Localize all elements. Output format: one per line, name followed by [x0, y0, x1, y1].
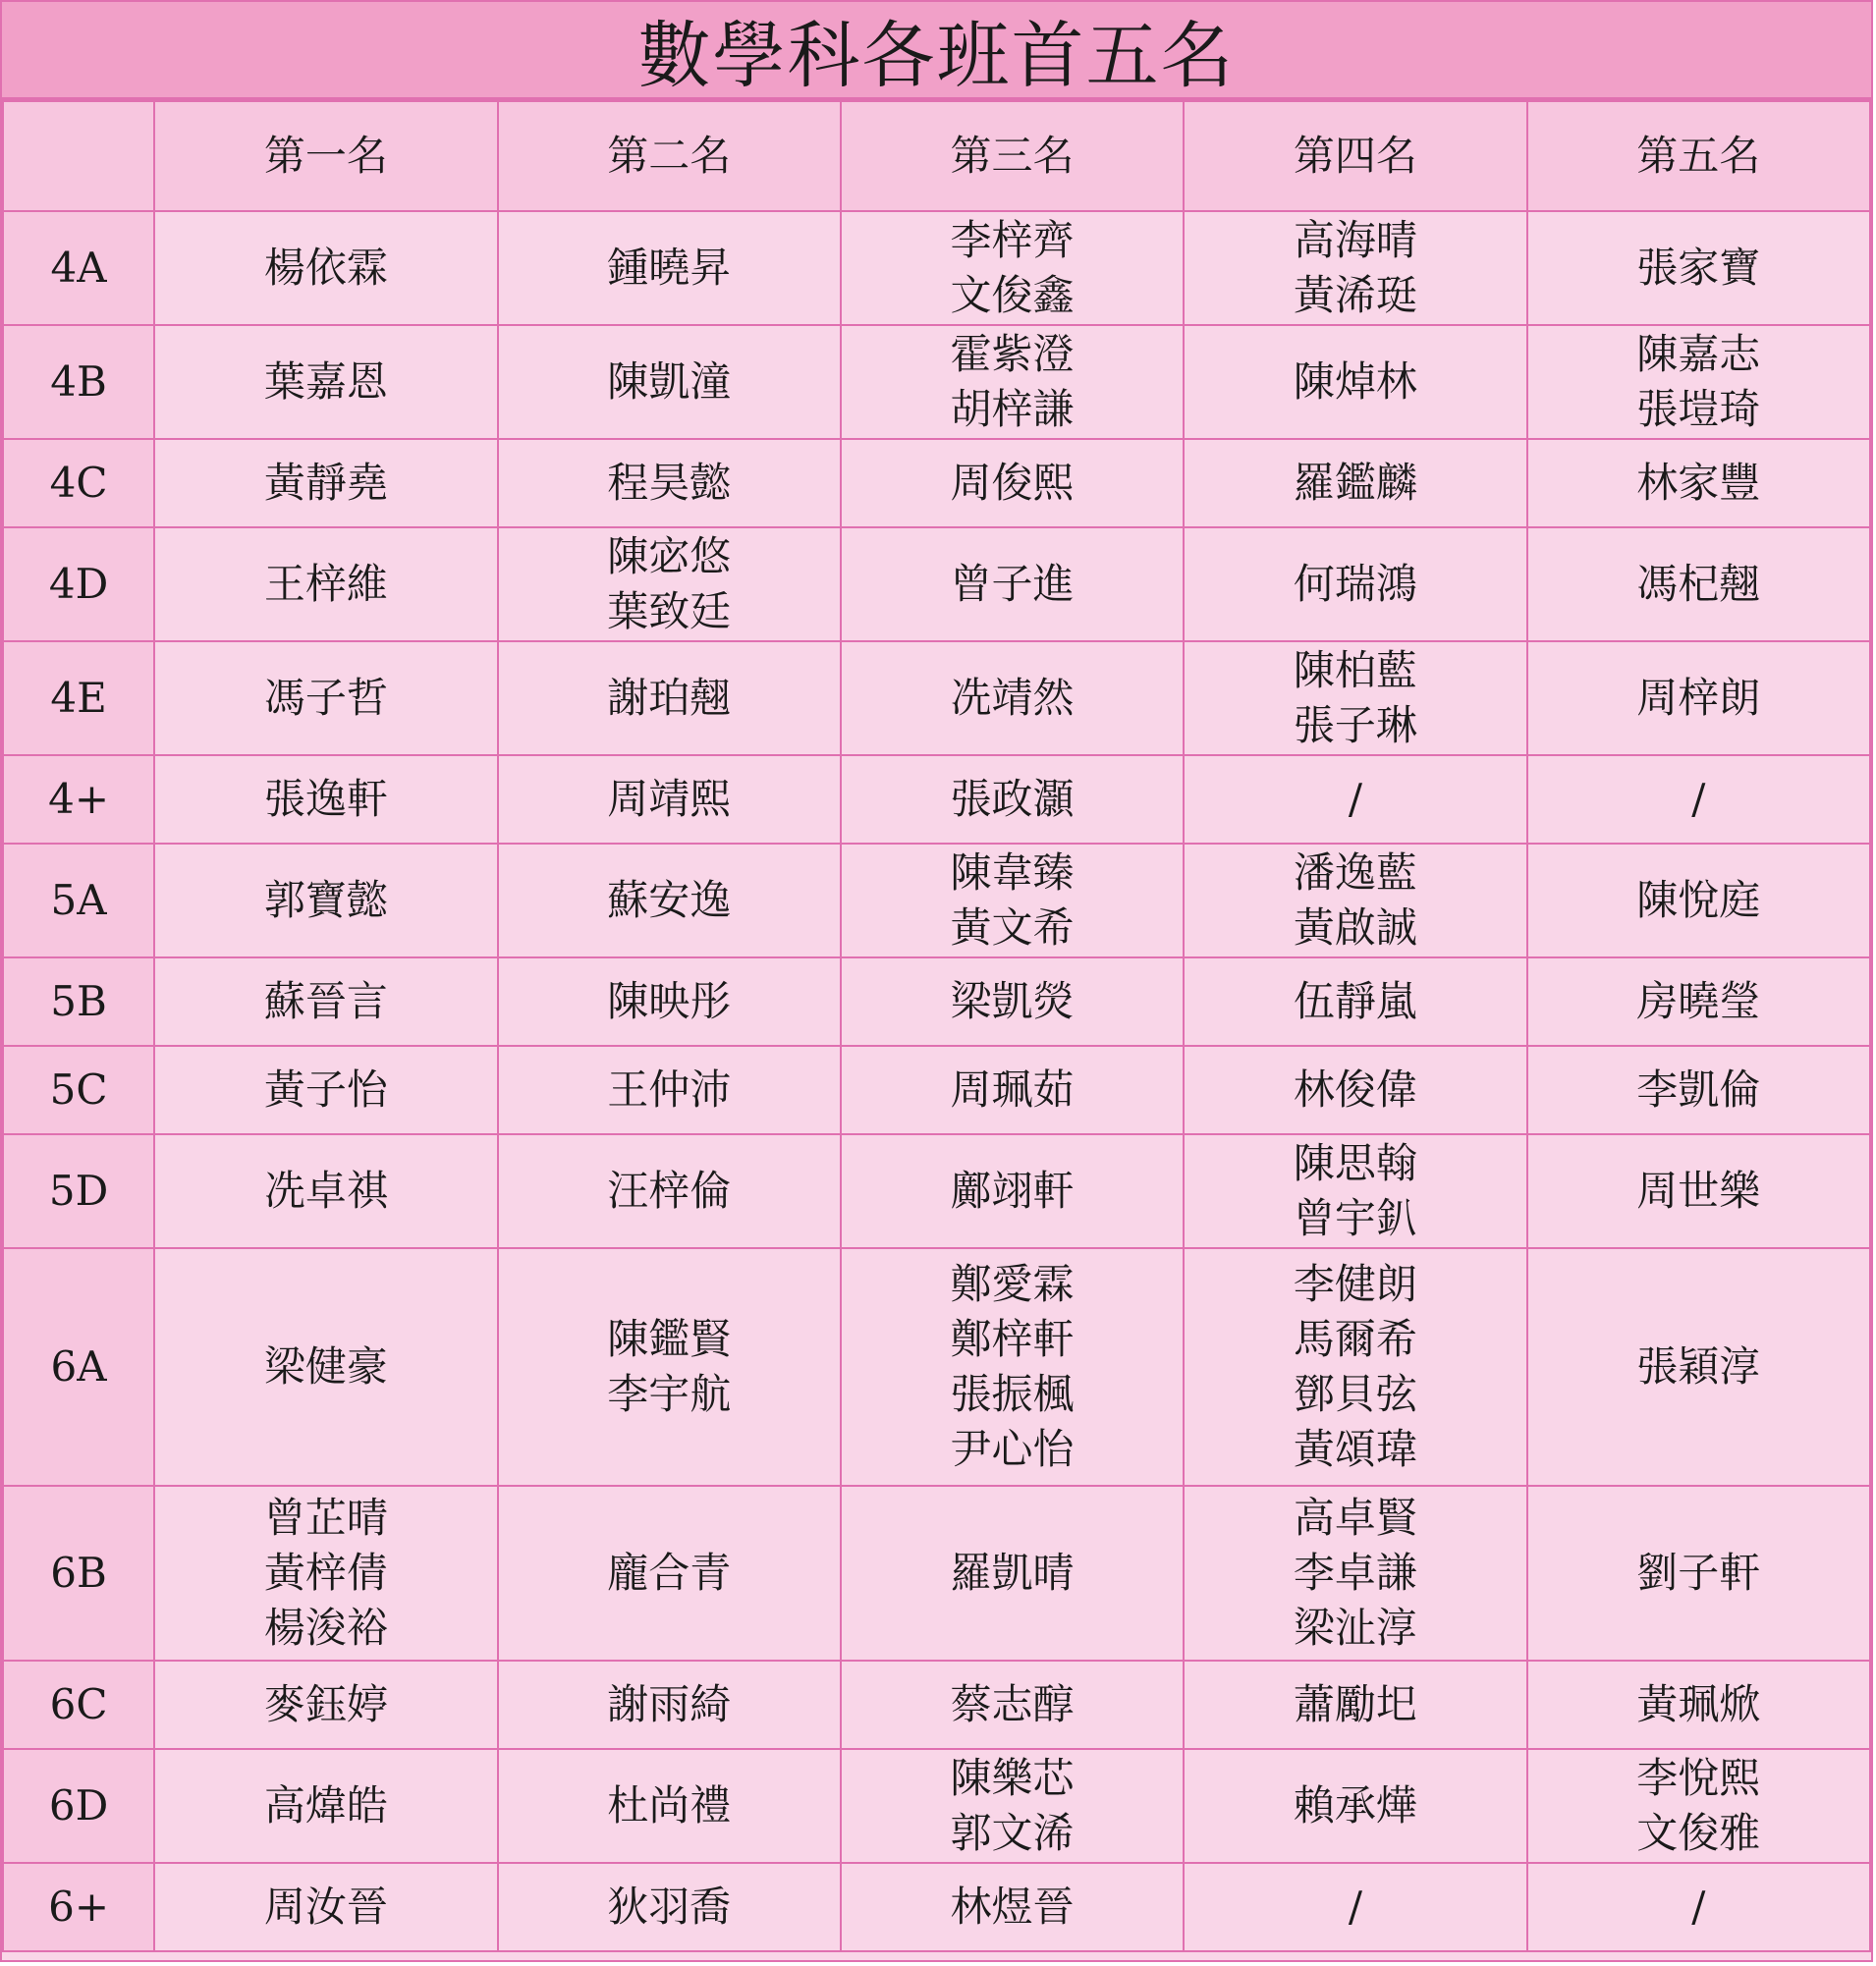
header-corner	[3, 101, 154, 211]
class-label: 6C	[3, 1661, 154, 1749]
student-name-list	[1528, 1546, 1869, 1601]
student-name: 李梓齊	[950, 216, 1075, 264]
student-name: 高海晴	[1293, 216, 1417, 264]
student-name: 馮子哲	[263, 674, 388, 722]
student-name-list	[842, 327, 1183, 437]
student-name: 蔡志醇	[950, 1680, 1075, 1728]
rank-cell-3	[841, 1134, 1184, 1248]
class-label: 5A	[3, 844, 154, 957]
table-row	[3, 957, 1870, 1046]
student-name: 狄羽喬	[607, 1883, 732, 1931]
student-name: 周靖熙	[607, 775, 732, 823]
student-name: 鍾曉昇	[607, 244, 732, 292]
student-name: 陳鑑賢	[607, 1315, 732, 1363]
student-name-list	[1185, 1880, 1525, 1935]
student-name-list	[499, 1880, 840, 1935]
student-name: 陳焯林	[1293, 357, 1417, 406]
student-name: 周梓朗	[1636, 674, 1761, 722]
rank-cell-1	[154, 527, 497, 641]
student-name: 陳嘉志	[1636, 330, 1761, 378]
student-name-list	[842, 1546, 1183, 1601]
student-name: 曾宇釟	[1293, 1194, 1417, 1242]
rank-cell-1	[154, 1486, 497, 1661]
rank-cell-2	[498, 755, 841, 844]
rank-cell-5	[1527, 211, 1870, 325]
student-name-list	[842, 1164, 1183, 1219]
student-name: 黃文希	[950, 903, 1075, 952]
class-label: 4A	[3, 211, 154, 325]
rank-cell-4	[1184, 211, 1526, 325]
table-row	[3, 1046, 1870, 1134]
student-name: 何瑞鴻	[1293, 560, 1417, 608]
rank-cell-4	[1184, 439, 1526, 527]
rank-cell-4	[1184, 755, 1526, 844]
rank-cell-4	[1184, 527, 1526, 641]
student-name: 郭文浠	[950, 1809, 1075, 1857]
header-rank-5: 第五名	[1527, 101, 1870, 211]
ranking-table	[2, 100, 1871, 1952]
class-label: 5C	[3, 1046, 154, 1134]
student-name-list	[155, 1491, 496, 1656]
class-label: 4B	[3, 325, 154, 439]
student-name-list	[1185, 213, 1525, 323]
rank-cell-1	[154, 755, 497, 844]
student-name: 劉子軒	[1636, 1549, 1761, 1597]
student-name-list	[155, 772, 496, 827]
rank-cell-5	[1527, 1749, 1870, 1863]
table-row	[3, 755, 1870, 844]
student-name: 黃啟誠	[1293, 903, 1417, 952]
student-name: 張子琳	[1293, 701, 1417, 749]
student-name-list	[499, 1312, 840, 1422]
student-name: 曾芷晴	[263, 1494, 388, 1542]
class-label: 6+	[3, 1863, 154, 1951]
student-name-list	[1528, 557, 1869, 612]
student-name-list	[499, 1546, 840, 1601]
student-name-list	[155, 557, 496, 612]
student-name: 陳悅庭	[1636, 876, 1761, 924]
rank-cell-5	[1527, 957, 1870, 1046]
rank-cell-3	[841, 325, 1184, 439]
student-name-list	[842, 557, 1183, 612]
rank-cell-2	[498, 641, 841, 755]
rank-cell-3	[841, 1486, 1184, 1661]
rank-cell-4	[1184, 957, 1526, 1046]
student-name: 麥鈺婷	[263, 1680, 388, 1728]
student-name-list	[842, 213, 1183, 323]
student-name-list	[842, 671, 1183, 726]
student-name: 謝雨綺	[607, 1680, 732, 1728]
student-name-list	[1528, 327, 1869, 437]
student-name-list	[155, 873, 496, 928]
rank-cell-5	[1527, 1661, 1870, 1749]
student-name-list	[1185, 1257, 1525, 1477]
rank-cell-3	[841, 1749, 1184, 1863]
student-name-list	[842, 1063, 1183, 1118]
class-label: 5B	[3, 957, 154, 1046]
rank-cell-5	[1527, 325, 1870, 439]
student-name-list	[1528, 456, 1869, 511]
rank-cell-1	[154, 1863, 497, 1951]
student-name-list	[842, 846, 1183, 956]
table-row	[3, 1661, 1870, 1749]
table-row	[3, 527, 1870, 641]
student-name-list	[1185, 846, 1525, 956]
student-name-list	[1528, 873, 1869, 928]
student-name: 黃頌瑋	[1293, 1425, 1417, 1473]
class-label: 6D	[3, 1749, 154, 1863]
student-name: 楊浚裕	[263, 1604, 388, 1652]
student-name-list	[499, 355, 840, 410]
rank-cell-5	[1527, 755, 1870, 844]
student-name-list	[1528, 241, 1869, 296]
student-name: 程昊懿	[607, 459, 732, 507]
student-name-list	[155, 355, 496, 410]
rank-cell-5	[1527, 1134, 1870, 1248]
student-name: /	[1691, 1883, 1706, 1931]
student-name: 王仲沛	[607, 1065, 732, 1114]
rank-cell-2	[498, 957, 841, 1046]
student-name: 黃子怡	[263, 1065, 388, 1114]
student-name: 房曉瑩	[1636, 977, 1761, 1025]
rank-cell-1	[154, 1661, 497, 1749]
table-row	[3, 439, 1870, 527]
student-name: 陳柏藍	[1293, 646, 1417, 694]
student-name: 蘇安逸	[607, 876, 732, 924]
student-name-list	[1528, 671, 1869, 726]
student-name-list	[1185, 643, 1525, 753]
student-name: 葉嘉恩	[263, 357, 388, 406]
header-rank-1: 第一名	[154, 101, 497, 211]
table-row	[3, 1248, 1870, 1486]
student-name-list	[842, 1257, 1183, 1477]
student-name: 羅凱晴	[950, 1549, 1075, 1597]
table-row	[3, 1486, 1870, 1661]
student-name-list	[155, 974, 496, 1029]
student-name: 林俊偉	[1293, 1065, 1417, 1114]
rank-cell-4	[1184, 641, 1526, 755]
student-name-list	[499, 772, 840, 827]
student-name: 王梓維	[263, 560, 388, 608]
student-name-list	[1185, 557, 1525, 612]
student-name: 文俊雅	[1636, 1809, 1761, 1857]
student-name: 李悅熙	[1636, 1754, 1761, 1802]
student-name: 蘇晉言	[263, 977, 388, 1025]
rank-cell-5	[1527, 1863, 1870, 1951]
class-label: 4+	[3, 755, 154, 844]
student-name-list	[155, 1339, 496, 1394]
student-name-list	[155, 241, 496, 296]
table-row	[3, 1749, 1870, 1863]
student-name-list	[155, 456, 496, 511]
student-name-list	[155, 671, 496, 726]
student-name-list	[842, 1751, 1183, 1861]
rank-cell-2	[498, 211, 841, 325]
student-name: 梁凱熒	[950, 977, 1075, 1025]
class-label: 6B	[3, 1486, 154, 1661]
student-name-list	[499, 974, 840, 1029]
student-name-list	[499, 1677, 840, 1732]
student-name: 馬爾希	[1293, 1315, 1417, 1363]
rank-cell-3	[841, 439, 1184, 527]
class-label: 5D	[3, 1134, 154, 1248]
rank-cell-3	[841, 1046, 1184, 1134]
student-name: 黃靜堯	[263, 459, 388, 507]
student-name: 周汝晉	[263, 1883, 388, 1931]
student-name: 張政灝	[950, 775, 1075, 823]
student-name-list	[1185, 772, 1525, 827]
header-rank-4: 第四名	[1184, 101, 1526, 211]
table-row	[3, 1134, 1870, 1248]
student-name-list	[1528, 1063, 1869, 1118]
rank-cell-5	[1527, 844, 1870, 957]
rank-cell-2	[498, 844, 841, 957]
student-name-list	[499, 1063, 840, 1118]
student-name: /	[1348, 1883, 1362, 1931]
student-name: 陳凱潼	[607, 357, 732, 406]
header-rank-3: 第三名	[841, 101, 1184, 211]
student-name: 郭寶懿	[263, 876, 388, 924]
student-name: 高煒皓	[263, 1781, 388, 1829]
student-name: 鄺翊軒	[950, 1167, 1075, 1215]
student-name: 周珮茹	[950, 1065, 1075, 1114]
student-name: 周世樂	[1636, 1167, 1761, 1215]
student-name: 龐合青	[607, 1549, 732, 1597]
student-name: 梁沚淳	[1293, 1604, 1417, 1652]
student-name: 陳宓悠	[607, 532, 732, 580]
student-name: 李卓謙	[1293, 1549, 1417, 1597]
table-row	[3, 1863, 1870, 1951]
student-name: 高卓賢	[1293, 1494, 1417, 1542]
student-name: 李宇航	[607, 1370, 732, 1418]
student-name: /	[1348, 775, 1362, 823]
student-name-list	[155, 1063, 496, 1118]
rank-cell-4	[1184, 1661, 1526, 1749]
rank-cell-1	[154, 325, 497, 439]
rank-cell-2	[498, 1749, 841, 1863]
rank-cell-2	[498, 527, 841, 641]
student-name: 潘逸藍	[1293, 848, 1417, 897]
student-name: 張塏琦	[1636, 385, 1761, 433]
student-name-list	[1528, 1339, 1869, 1394]
rank-cell-2	[498, 1046, 841, 1134]
page-title: 數學科各班首五名	[2, 2, 1871, 100]
student-name-list	[1185, 974, 1525, 1029]
rank-cell-5	[1527, 641, 1870, 755]
rank-cell-2	[498, 325, 841, 439]
student-name-list	[1528, 1164, 1869, 1219]
rank-cell-4	[1184, 1134, 1526, 1248]
student-name-list	[499, 671, 840, 726]
rank-cell-2	[498, 1248, 841, 1486]
student-name: 張穎淳	[1636, 1342, 1761, 1391]
student-name-list	[842, 1677, 1183, 1732]
rank-cell-1	[154, 1749, 497, 1863]
rank-cell-1	[154, 844, 497, 957]
student-name-list	[1185, 1136, 1525, 1246]
rank-cell-2	[498, 439, 841, 527]
student-name: 尹心怡	[950, 1425, 1075, 1473]
rank-cell-3	[841, 1863, 1184, 1951]
student-name-list	[1528, 772, 1869, 827]
student-name: 張家寶	[1636, 244, 1761, 292]
student-name-list	[1185, 1778, 1525, 1833]
student-name: 林煜晉	[950, 1883, 1075, 1931]
student-name: 文俊鑫	[950, 271, 1075, 319]
student-name: 鄭愛霖	[950, 1260, 1075, 1308]
student-name: 蕭勵圯	[1293, 1680, 1417, 1728]
student-name: 周俊熙	[950, 459, 1075, 507]
header-row	[3, 101, 1870, 211]
student-name: 陳樂芯	[950, 1754, 1075, 1802]
table-row	[3, 844, 1870, 957]
rank-cell-2	[498, 1863, 841, 1951]
student-name-list	[1185, 355, 1525, 410]
class-label: 4E	[3, 641, 154, 755]
rank-cell-1	[154, 1248, 497, 1486]
rank-cell-3	[841, 1661, 1184, 1749]
rank-cell-4	[1184, 1863, 1526, 1951]
rank-cell-5	[1527, 527, 1870, 641]
rank-cell-1	[154, 1134, 497, 1248]
student-name: 羅鑑麟	[1293, 459, 1417, 507]
student-name: 林家豐	[1636, 459, 1761, 507]
rank-cell-2	[498, 1661, 841, 1749]
student-name-list	[1185, 1063, 1525, 1118]
student-name-list	[1528, 1677, 1869, 1732]
class-label: 6A	[3, 1248, 154, 1486]
student-name-list	[155, 1677, 496, 1732]
rank-cell-4	[1184, 1749, 1526, 1863]
rank-cell-2	[498, 1486, 841, 1661]
student-name: 鄭梓軒	[950, 1315, 1075, 1363]
student-name: 張振楓	[950, 1370, 1075, 1418]
student-name: 梁健豪	[263, 1342, 388, 1391]
student-name: 杜尚禮	[607, 1781, 732, 1829]
student-name-list	[155, 1164, 496, 1219]
student-name: 冼靖然	[950, 674, 1075, 722]
rank-cell-1	[154, 641, 497, 755]
student-name: 黃珮焮	[1636, 1680, 1761, 1728]
student-name-list	[842, 1880, 1183, 1935]
student-name: /	[1691, 775, 1706, 823]
student-name-list	[499, 1164, 840, 1219]
student-name-list	[499, 241, 840, 296]
student-name: 汪梓倫	[607, 1167, 732, 1215]
student-name: 黃梓倩	[263, 1549, 388, 1597]
rank-cell-3	[841, 1248, 1184, 1486]
student-name-list	[155, 1880, 496, 1935]
student-name-list	[1528, 1751, 1869, 1861]
student-name: 黃浠珽	[1293, 271, 1417, 319]
student-name: 楊依霖	[263, 244, 388, 292]
student-name: 鄧貝弦	[1293, 1370, 1417, 1418]
student-name: 胡梓謙	[950, 385, 1075, 433]
rank-cell-1	[154, 211, 497, 325]
student-name: 陳映彤	[607, 977, 732, 1025]
rank-cell-4	[1184, 1248, 1526, 1486]
rank-cell-4	[1184, 844, 1526, 957]
student-name-list	[1528, 1880, 1869, 1935]
rank-cell-4	[1184, 1486, 1526, 1661]
rank-cell-3	[841, 844, 1184, 957]
rank-cell-5	[1527, 1046, 1870, 1134]
rank-cell-5	[1527, 1486, 1870, 1661]
student-name-list	[1185, 1677, 1525, 1732]
student-name: 李凱倫	[1636, 1065, 1761, 1114]
rank-cell-4	[1184, 325, 1526, 439]
student-name-list	[155, 1778, 496, 1833]
class-label: 4C	[3, 439, 154, 527]
student-name: 冼卓祺	[263, 1167, 388, 1215]
rank-cell-3	[841, 641, 1184, 755]
student-name: 陳韋臻	[950, 848, 1075, 897]
rank-cell-3	[841, 755, 1184, 844]
student-name-list	[499, 873, 840, 928]
student-name-list	[1185, 1491, 1525, 1656]
class-label: 4D	[3, 527, 154, 641]
student-name: 張逸軒	[263, 775, 388, 823]
student-name: 李健朗	[1293, 1260, 1417, 1308]
student-name-list	[499, 529, 840, 639]
table-body	[3, 211, 1870, 1951]
student-name: 賴承燁	[1293, 1781, 1417, 1829]
header-rank-2: 第二名	[498, 101, 841, 211]
student-name: 曾子進	[950, 560, 1075, 608]
student-name: 馮杞翹	[1636, 560, 1761, 608]
student-name-list	[499, 456, 840, 511]
student-name-list	[499, 1778, 840, 1833]
rank-cell-3	[841, 957, 1184, 1046]
student-name-list	[1528, 974, 1869, 1029]
student-name-list	[842, 974, 1183, 1029]
rank-cell-5	[1527, 439, 1870, 527]
student-name: 伍靜嵐	[1293, 977, 1417, 1025]
rank-cell-4	[1184, 1046, 1526, 1134]
table-row	[3, 211, 1870, 325]
table-row	[3, 641, 1870, 755]
rank-cell-5	[1527, 1248, 1870, 1486]
student-name: 霍紫澄	[950, 330, 1075, 378]
student-name-list	[842, 772, 1183, 827]
rank-cell-1	[154, 957, 497, 1046]
student-name-list	[1185, 456, 1525, 511]
student-name: 葉致廷	[607, 587, 732, 635]
rank-cell-1	[154, 1046, 497, 1134]
student-name-list	[842, 456, 1183, 511]
rank-cell-1	[154, 439, 497, 527]
rank-cell-3	[841, 527, 1184, 641]
rank-cell-2	[498, 1134, 841, 1248]
student-name: 陳思翰	[1293, 1139, 1417, 1187]
rank-cell-3	[841, 211, 1184, 325]
table-row	[3, 325, 1870, 439]
student-name: 謝珀翹	[607, 674, 732, 722]
